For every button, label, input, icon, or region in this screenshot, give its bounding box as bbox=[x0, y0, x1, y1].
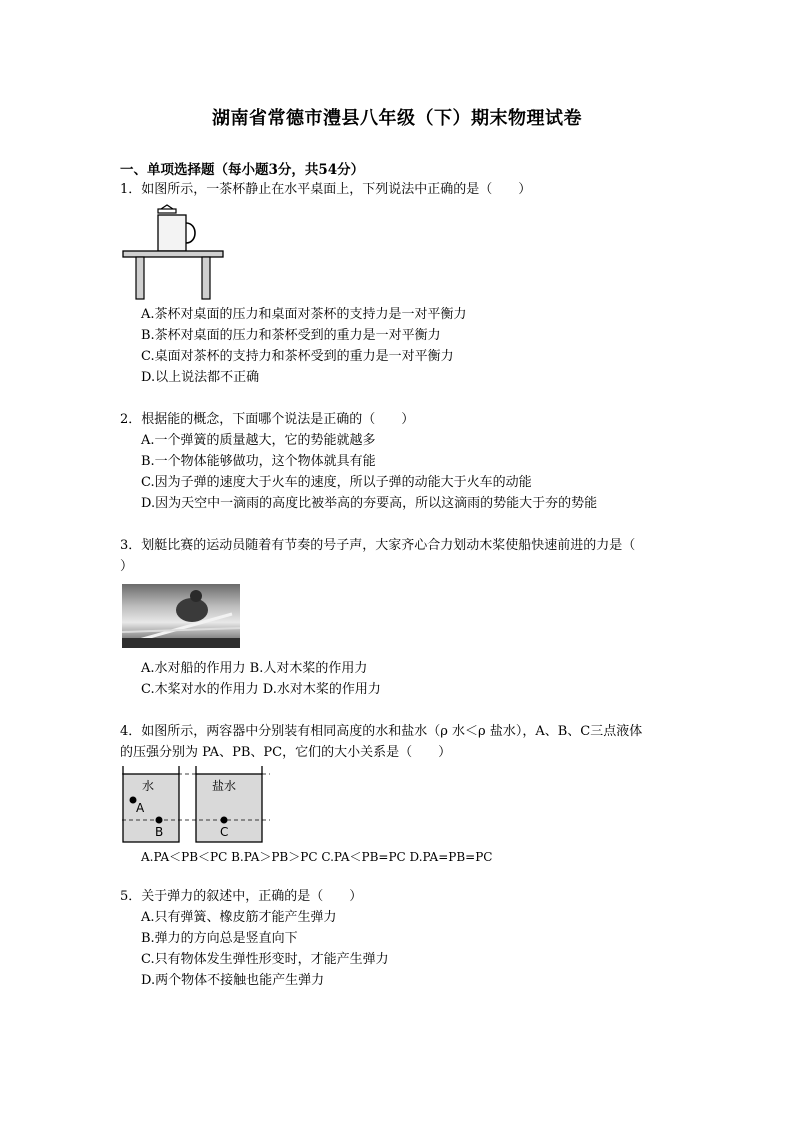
page-title: 湖南省常德市澧县八年级（下）期末物理试卷 bbox=[212, 108, 582, 129]
q3-options-cd: C.木桨对水的作用力 D.水对木桨的作用力 bbox=[141, 682, 381, 697]
water-label: 水 bbox=[142, 779, 155, 793]
question-1-stem: 1．如图所示，一茶杯静止在水平桌面上，下列说法中正确的是（ ） bbox=[120, 182, 532, 197]
section-heading: 一、单项选择题（每小题3分，共54分） bbox=[120, 162, 365, 178]
two-containers-figure bbox=[122, 766, 272, 844]
question-3-stem: 3．划艇比赛的运动员随着有节奏的号子声，大家齐心合力划动木桨使船快速前进的力是（ bbox=[120, 538, 636, 553]
q4-options: A.PA＜PB＜PC B.PA＞PB＞PC C.PA＜PB=PC D.PA=PB=PC bbox=[141, 850, 493, 864]
point-a-label: A bbox=[136, 801, 145, 815]
q1-option-c: C.桌面对茶杯的支持力和茶杯受到的重力是一对平衡力 bbox=[141, 349, 454, 364]
question-2-stem: 2．根据能的概念，下面哪个说法是正确的（ ） bbox=[120, 412, 415, 427]
q2-option-a: A.一个弹簧的质量越大，它的势能就越多 bbox=[141, 433, 376, 448]
saltwater-label: 盐水 bbox=[212, 779, 237, 793]
question-5-stem: 5．关于弹力的叙述中，正确的是（ ） bbox=[120, 889, 363, 904]
rowing-photo bbox=[122, 584, 240, 648]
q1-option-d: D.以上说法都不正确 bbox=[141, 370, 260, 385]
question-4-stem: 4．如图所示，两容器中分别装有相同高度的水和盐水（ρ 水＜ρ 盐水），A、B、C三点液体 bbox=[120, 724, 643, 739]
q1-option-b: B.茶杯对桌面的压力和茶杯受到的重力是一对平衡力 bbox=[141, 328, 441, 343]
question-4-stem-cont: 的压强分别为 PA、PB、PC，它们的大小关系是（ ） bbox=[120, 745, 452, 760]
q5-option-d: D.两个物体不接触也能产生弹力 bbox=[141, 973, 325, 988]
q3-options-ab: A.水对船的作用力 B.人对木桨的作用力 bbox=[141, 661, 368, 676]
q1-option-a: A.茶杯对桌面的压力和桌面对茶杯的支持力是一对平衡力 bbox=[141, 307, 467, 322]
q5-option-b: B.弹力的方向总是竖直向下 bbox=[141, 931, 298, 946]
q5-option-a: A.只有弹簧、橡皮筋才能产生弹力 bbox=[141, 910, 337, 925]
cup-on-table-figure bbox=[120, 205, 230, 305]
question-3-stem-cont: ） bbox=[120, 559, 134, 574]
q2-option-c: C.因为子弹的速度大于火车的速度，所以子弹的动能大于火车的动能 bbox=[141, 475, 532, 490]
q5-option-c: C.只有物体发生弹性形变时，才能产生弹力 bbox=[141, 952, 389, 967]
point-c-label: C bbox=[220, 825, 229, 839]
q2-option-d: D.因为天空中一滴雨的高度比被举高的夯要高，所以这滴雨的势能大于夯的势能 bbox=[141, 496, 598, 511]
q2-option-b: B.一个物体能够做功，这个物体就具有能 bbox=[141, 454, 376, 469]
point-b-label: B bbox=[155, 825, 164, 839]
